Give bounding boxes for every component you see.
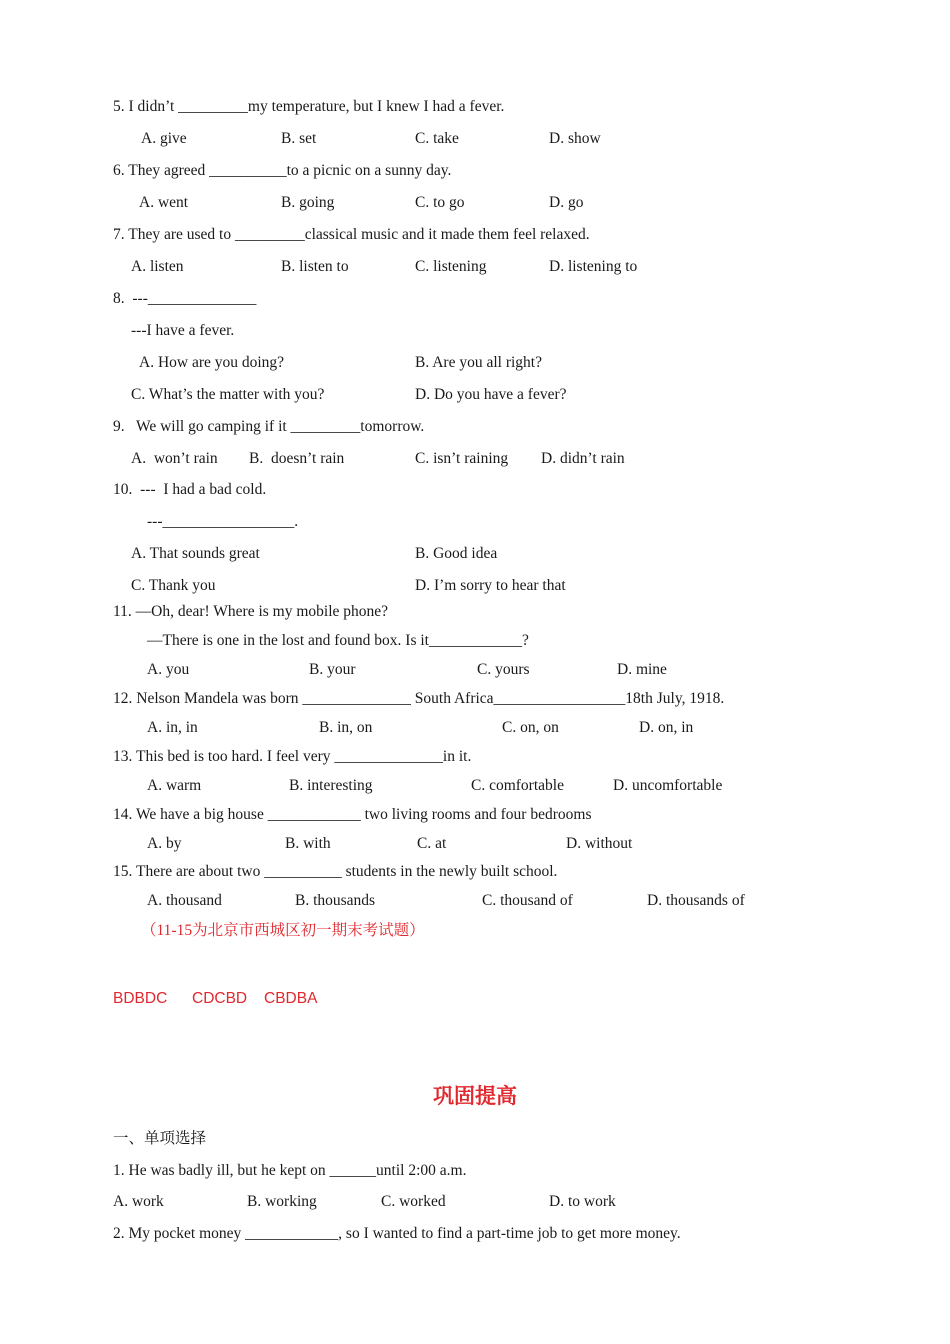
answer-group-1: BDBDC xyxy=(113,990,168,1007)
question-12-option-a: A. in, in xyxy=(147,719,198,736)
section-question-1-option-d: D. to work xyxy=(549,1193,616,1210)
question-10-stem: 10. --- I had a bad cold. xyxy=(113,481,267,498)
question-5-option-b: B. set xyxy=(281,130,317,147)
question-13-option-a: A. warm xyxy=(147,777,202,794)
question-9-option-b: B. doesn’t rain xyxy=(249,450,345,467)
question-12-option-b: B. in, on xyxy=(319,719,373,736)
question-11-option-b: B. your xyxy=(309,661,356,678)
section-subtitle: 一、单项选择 xyxy=(113,1130,207,1147)
question-9-option-c: C. isn’t raining xyxy=(415,450,509,467)
question-11-option-c: C. yours xyxy=(477,661,530,678)
section-question-2-stem: 2. My pocket money ____________, so I wanted to find a part-time job to get more money. xyxy=(113,1225,681,1242)
source-note: （11-15为北京市西城区初一期末考试题） xyxy=(141,922,425,939)
question-7-option-a: A. listen xyxy=(131,258,184,275)
question-6-option-a: A. went xyxy=(139,194,189,211)
question-15-option-b: B. thousands xyxy=(295,892,376,909)
answer-group-3: CBDBA xyxy=(264,990,318,1007)
question-10-option-c: C. Thank you xyxy=(131,577,216,594)
question-11-reply: —There is one in the lost and found box. Is it____________? xyxy=(147,632,529,649)
question-14-option-b: B. with xyxy=(285,835,331,852)
question-14-stem: 14. We have a big house ____________ two living rooms and four bedrooms xyxy=(113,806,592,823)
question-12-stem: 12. Nelson Mandela was born ______________ South Africa_________________18th July, 1918. xyxy=(113,690,725,707)
section-question-1-option-b: B. working xyxy=(247,1193,317,1210)
question-14-option-d: D. without xyxy=(566,835,633,852)
question-7-option-c: C. listening xyxy=(415,258,487,275)
question-12-option-d: D. on, in xyxy=(639,719,694,736)
question-15-option-a: A. thousand xyxy=(147,892,222,909)
question-10-option-d: D. I’m sorry to hear that xyxy=(415,577,566,594)
section-question-1-stem: 1. He was badly ill, but he kept on ______until 2:00 a.m. xyxy=(113,1162,467,1179)
question-8-reply: ---I have a fever. xyxy=(131,322,235,339)
question-8-option-b: B. Are you all right? xyxy=(415,354,542,371)
question-5-option-d: D. show xyxy=(549,130,601,147)
question-13-option-b: B. interesting xyxy=(289,777,373,794)
section-title: 巩固提高 xyxy=(433,1084,517,1108)
answer-group-2: CDCBD xyxy=(192,990,248,1007)
question-8-option-d: D. Do you have a fever? xyxy=(415,386,567,403)
question-6-option-d: D. go xyxy=(549,194,584,211)
question-5-stem: 5. I didn’t _________my temperature, but I knew I had a fever. xyxy=(113,98,505,115)
section-question-1-option-c: C. worked xyxy=(381,1193,446,1210)
question-12-option-c: C. on, on xyxy=(502,719,559,736)
question-14-option-c: C. at xyxy=(417,835,447,852)
question-13-stem: 13. This bed is too hard. I feel very ______________in it. xyxy=(113,748,472,765)
question-9-option-a: A. won’t rain xyxy=(131,450,218,467)
question-7-option-d: D. listening to xyxy=(549,258,638,275)
question-8-option-a: A. How are you doing? xyxy=(139,354,285,371)
question-9-stem: 9. We will go camping if it _________tomorrow. xyxy=(113,418,425,435)
question-8-stem: 8. ---______________ xyxy=(113,290,257,307)
question-9-option-d: D. didn’t rain xyxy=(541,450,625,467)
question-10-reply: ---_________________. xyxy=(147,513,299,530)
question-7-option-b: B. listen to xyxy=(281,258,349,275)
section-question-1-option-a: A. work xyxy=(113,1193,164,1210)
question-15-stem: 15. There are about two __________ students in the newly built school. xyxy=(113,863,558,880)
question-11-option-d: D. mine xyxy=(617,661,667,678)
question-15-option-d: D. thousands of xyxy=(647,892,745,909)
question-14-option-a: A. by xyxy=(147,835,182,852)
question-6-option-c: C. to go xyxy=(415,194,465,211)
question-10-option-b: B. Good idea xyxy=(415,545,498,562)
question-11-option-a: A. you xyxy=(147,661,190,678)
question-15-option-c: C. thousand of xyxy=(482,892,573,909)
question-13-option-c: C. comfortable xyxy=(471,777,564,794)
question-13-option-d: D. uncomfortable xyxy=(613,777,723,794)
question-11-stem: 11. —Oh, dear! Where is my mobile phone? xyxy=(113,603,389,620)
question-6-stem: 6. They agreed __________to a picnic on a sunny day. xyxy=(113,162,452,179)
question-5-option-c: C. take xyxy=(415,130,459,147)
question-8-option-c: C. What’s the matter with you? xyxy=(131,386,325,403)
question-5-option-a: A. give xyxy=(141,130,187,147)
question-6-option-b: B. going xyxy=(281,194,335,211)
question-10-option-a: A. That sounds great xyxy=(131,545,260,562)
question-7-stem: 7. They are used to _________classical music and it made them feel relaxed. xyxy=(113,226,590,243)
